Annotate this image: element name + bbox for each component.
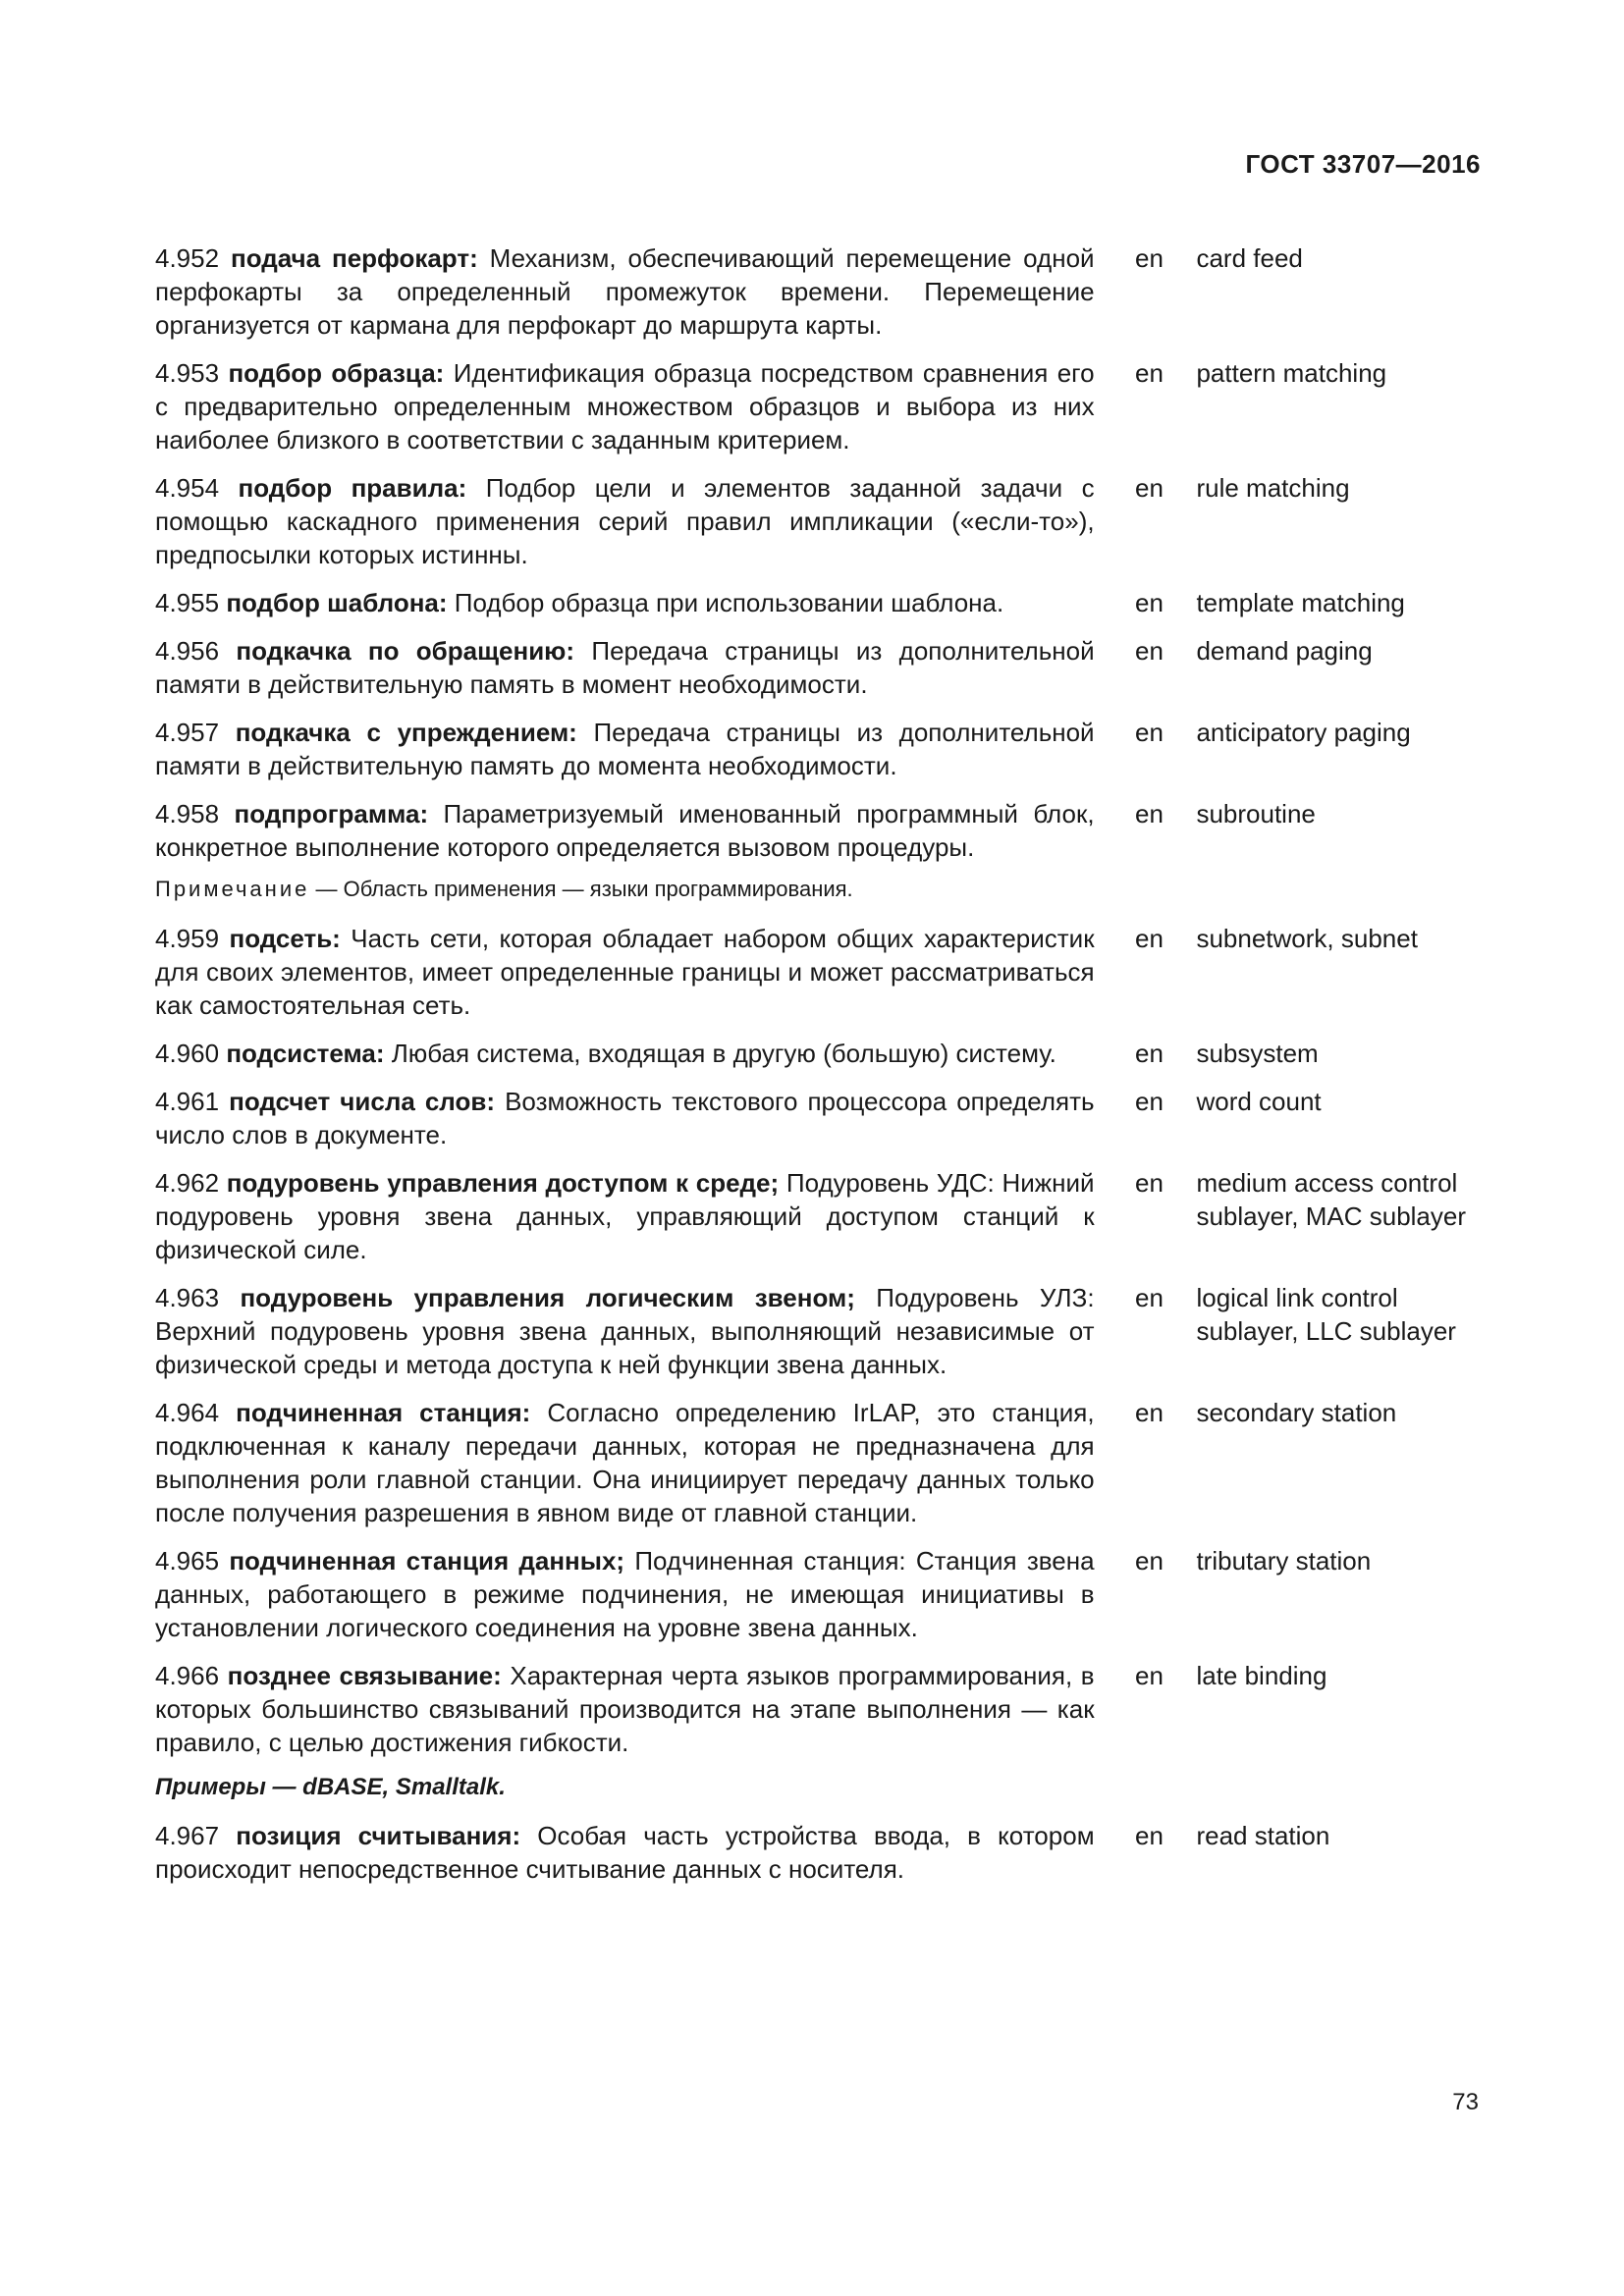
entry-number: 4.952 bbox=[155, 243, 220, 273]
entry-definition: Согласно определению IrLAP, это станция, подключенная к каналу передачи данных, которая не предназначена для выполнения роли главной станции. Она инициирует передачу данных только после получения разрешения в явном виде от главной станции. bbox=[155, 1398, 1095, 1527]
note-label: Примечание bbox=[155, 877, 310, 901]
entry-english-equivalent: subroutine bbox=[1196, 799, 1316, 828]
entry-language: en bbox=[1135, 799, 1164, 828]
entry-definition: Любая система, входящая в другую (большую) систему. bbox=[391, 1039, 1056, 1068]
entry-language: en bbox=[1135, 1546, 1164, 1575]
entry-definition: Передача страницы из дополнительной памяти в действительную память в момент необходимости. bbox=[155, 636, 1095, 699]
term-entry bbox=[155, 716, 1490, 782]
entry-definition: Подчиненная станция: Станция звена данных, работающего в режиме подчинения, не имеющая инициативы в установлении логического соединения на уровне звена данных. bbox=[155, 1546, 1095, 1642]
entry-definition: Характерная черта языков программирования, в которых большинство связываний производится на этапе выполнения — как правило, с целью достижения гибкости. bbox=[155, 1661, 1095, 1757]
entry-english-equivalent: logical link control sublayer, LLC sublayer bbox=[1196, 1283, 1456, 1346]
entry-language: en bbox=[1135, 358, 1164, 388]
entry-number: 4.967 bbox=[155, 1821, 220, 1850]
entry-definition: Подуровень УЛЗ: Верхний подуровень уровня звена данных, выполняющий независимые от физической среды и метода доступа к ней функции звена данных. bbox=[155, 1283, 1095, 1379]
entry-language: en bbox=[1135, 1821, 1164, 1850]
term-entry bbox=[155, 1166, 1490, 1266]
term-entry bbox=[155, 586, 1490, 619]
entry-term: подуровень управления логическим звеном; bbox=[240, 1283, 855, 1312]
entry-term: подпрограмма: bbox=[234, 799, 429, 828]
entry-language: en bbox=[1135, 1168, 1164, 1198]
entry-number: 4.955 bbox=[155, 588, 220, 617]
entry-term: подбор образца: bbox=[228, 358, 445, 388]
entry-language: en bbox=[1135, 1087, 1164, 1116]
entry-english-equivalent: secondary station bbox=[1196, 1398, 1397, 1427]
entry-english-equivalent: subsystem bbox=[1196, 1039, 1319, 1068]
term-entry bbox=[155, 1659, 1490, 1759]
term-entry bbox=[155, 1396, 1490, 1529]
entry-definition: Передача страницы из дополнительной памяти в действительную память до момента необходимости. bbox=[155, 718, 1095, 780]
entry-number: 4.959 bbox=[155, 924, 220, 953]
page-number: 73 bbox=[1452, 2089, 1479, 2115]
entry-example: Примеры — dBASE, Smalltalk. bbox=[155, 1774, 506, 1800]
entry-english-equivalent: medium access control sublayer, MAC sublayer bbox=[1196, 1168, 1467, 1231]
entry-term: подбор правила: bbox=[238, 473, 467, 503]
entry-term: подчиненная станция: bbox=[236, 1398, 531, 1427]
entry-definition: Подбор цели и элементов заданной задачи с помощью каскадного применения серий правил импликации («если-то»), предпосылки которых истинны. bbox=[155, 473, 1095, 569]
entry-language: en bbox=[1135, 1661, 1164, 1690]
entry-term: подача перфокарт: bbox=[230, 243, 478, 273]
entry-english-equivalent: word count bbox=[1196, 1087, 1322, 1116]
entry-number: 4.960 bbox=[155, 1039, 220, 1068]
entry-english-equivalent: rule matching bbox=[1196, 473, 1350, 503]
entry-number: 4.964 bbox=[155, 1398, 220, 1427]
entry-number: 4.958 bbox=[155, 799, 220, 828]
entry-number: 4.953 bbox=[155, 358, 220, 388]
entry-language: en bbox=[1135, 636, 1164, 666]
entry-number: 4.961 bbox=[155, 1087, 220, 1116]
entry-language: en bbox=[1135, 588, 1164, 617]
term-entry bbox=[155, 1281, 1490, 1381]
entry-term: подбор шаблона: bbox=[226, 588, 448, 617]
entry-english-equivalent: card feed bbox=[1196, 243, 1303, 273]
term-entry bbox=[155, 1544, 1490, 1644]
entry-term: подкачка с упреждением: bbox=[235, 718, 577, 747]
entry-definition: Параметризуемый именованный программный блок, конкретное выполнение которого определяется вызовом процедуры. bbox=[155, 799, 1095, 862]
entry-term: позднее связывание: bbox=[227, 1661, 502, 1690]
entry-definition: Возможность текстового процессора определять число слов в документе. bbox=[155, 1087, 1095, 1149]
entry-definition: Часть сети, которая обладает набором общих характеристик для своих элементов, имеет определенные границы и может рассматриваться как самостоятельная сеть. bbox=[155, 924, 1095, 1020]
entry-language: en bbox=[1135, 1398, 1164, 1427]
entry-number: 4.956 bbox=[155, 636, 220, 666]
entry-definition: Подбор образца при использовании шаблона. bbox=[454, 588, 1004, 617]
entry-number: 4.962 bbox=[155, 1168, 220, 1198]
term-entry bbox=[155, 1819, 1490, 1886]
entry-language: en bbox=[1135, 243, 1164, 273]
entry-number: 4.963 bbox=[155, 1283, 220, 1312]
entry-term: позиция считывания: bbox=[236, 1821, 521, 1850]
entry-number: 4.957 bbox=[155, 718, 220, 747]
term-entry bbox=[155, 356, 1490, 456]
entry-number: 4.966 bbox=[155, 1661, 220, 1690]
note-text: — Область применения — языки программирования. bbox=[315, 877, 853, 901]
standard-designation: ГОСТ 33707—2016 bbox=[1245, 149, 1481, 179]
term-entry bbox=[155, 634, 1490, 701]
term-entry bbox=[155, 241, 1490, 342]
term-entry bbox=[155, 1085, 1490, 1151]
entry-term: подсеть: bbox=[229, 924, 341, 953]
entry-term: подсчет числа слов: bbox=[229, 1087, 496, 1116]
entry-language: en bbox=[1135, 1039, 1164, 1068]
entry-language: en bbox=[1135, 718, 1164, 747]
entry-term: подкачка по обращению: bbox=[236, 636, 575, 666]
entry-definition: Идентификация образца посредством сравнения его с предварительно определенным множеством образцов и выбора из них наиболее близкого в соответствии с заданным критерием. bbox=[155, 358, 1095, 454]
term-entry bbox=[155, 471, 1490, 571]
entry-definition: Особая часть устройства ввода, в котором происходит непосредственное считывание данных с носителя. bbox=[155, 1821, 1095, 1884]
entry-term: подсистема: bbox=[226, 1039, 385, 1068]
entry-term: подуровень управления доступом к среде; bbox=[226, 1168, 780, 1198]
entry-english-equivalent: template matching bbox=[1196, 588, 1405, 617]
entry-language: en bbox=[1135, 1283, 1164, 1312]
entry-english-equivalent: tributary station bbox=[1196, 1546, 1372, 1575]
term-entry bbox=[155, 922, 1490, 1022]
term-entries bbox=[155, 241, 1490, 1900]
entry-number: 4.965 bbox=[155, 1546, 220, 1575]
entry-english-equivalent: anticipatory paging bbox=[1196, 718, 1411, 747]
entry-language: en bbox=[1135, 924, 1164, 953]
entry-language: en bbox=[1135, 473, 1164, 503]
entry-english-equivalent: pattern matching bbox=[1196, 358, 1387, 388]
entry-term: подчиненная станция данных; bbox=[229, 1546, 625, 1575]
entry-definition: Механизм, обеспечивающий перемещение одной перфокарты за определенный промежуток времени. Перемещение организуется от кармана для перфокарт до маршрута карты. bbox=[155, 243, 1095, 340]
entry-english-equivalent: demand paging bbox=[1196, 636, 1373, 666]
entry-english-equivalent: late binding bbox=[1196, 1661, 1327, 1690]
term-entry bbox=[155, 797, 1490, 864]
entry-note bbox=[155, 875, 1096, 904]
entry-english-equivalent: read station bbox=[1196, 1821, 1330, 1850]
entry-number: 4.954 bbox=[155, 473, 220, 503]
term-entry bbox=[155, 1037, 1490, 1070]
entry-english-equivalent: subnetwork, subnet bbox=[1196, 924, 1418, 953]
entry-definition: Подуровень УДС: Нижний подуровень уровня звена данных, управляющий доступом станций к физической силе. bbox=[155, 1168, 1095, 1264]
